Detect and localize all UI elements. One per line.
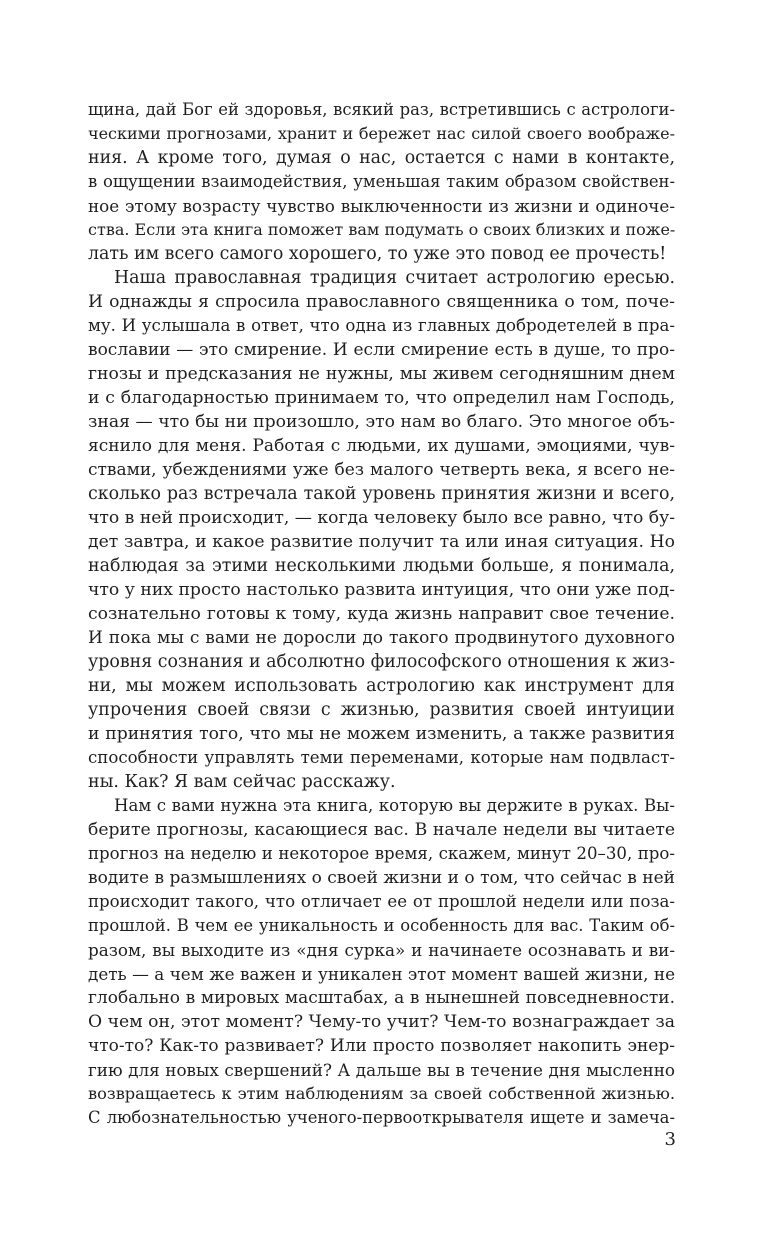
text-line: что в ней происходит, — когда человеку было все равно, что бу-	[88, 508, 676, 528]
paragraph-1	[88, 98, 675, 266]
text-line: разом, вы выходите из «дня сурка» и начинаете осознавать и ви-	[88, 940, 675, 960]
paragraph-2	[88, 266, 675, 794]
text-line: О чем он, этот момент? Чему-то учит? Чем-то вознаграждает за	[88, 1012, 675, 1032]
text-line: и с благодарностью принимаем то, что определил нам Господь,	[88, 388, 675, 408]
paragraph-3	[88, 794, 675, 1130]
text-line: И пока мы с вами не доросли до такого продвинутого духовного	[88, 628, 675, 648]
text-line: ческими прогнозами, хранит и бережет нас силой своего воображе-	[88, 124, 675, 143]
text-line: упрочения своей связи с жизнью, развития своей интуиции	[88, 700, 675, 720]
text-line: происходит такого, что отличает ее от прошлой недели или поза-	[88, 892, 675, 911]
text-line: прогноз на неделю и некоторое время, скажем, минут 20–30, про-	[88, 844, 675, 863]
text-line: ни, мы можем использовать астрологию как инструмент для	[88, 676, 675, 696]
text-line: му. И услышала в ответ, что одна из главных добродетелей в пра-	[88, 316, 675, 335]
text-line: ное этому возрасту чувство выключенности из жизни и одиноче-	[88, 196, 675, 216]
text-line: дет завтра, и какое развитие получит та или иная ситуация. Но	[88, 532, 675, 552]
text-line: водите в размышлениях о своей жизни и о том, что сейчас в ней	[88, 868, 675, 888]
text-line: что у них просто настолько развита интуиция, что они уже под-	[88, 580, 675, 600]
text-line: сколько раз встречала такой уровень принятия жизни и всего,	[88, 484, 675, 504]
text-line: гнозы и предсказания не нужны, мы живем сегодняшним днем	[88, 364, 675, 384]
text-line: ны. Как? Я вам сейчас расскажу.	[88, 772, 396, 792]
text-line: С любознательностью ученого-первооткрывателя ищете и замеча-	[88, 1108, 675, 1127]
text-line: что-то? Как-то развивает? Или просто позволяет накопить энер-	[88, 1036, 675, 1056]
text-line: и принятия того, что мы не можем изменить, а также развития	[88, 724, 675, 744]
text-line: глобально в мировых масштабах, а в нынешней повседневности.	[88, 988, 675, 1008]
text-line: берите прогнозы, касающиеся вас. В начале недели вы читаете	[88, 820, 675, 840]
page-text	[88, 98, 675, 1130]
text-line: Наша православная традиция считает астрологию ересью.	[114, 268, 675, 288]
text-line: способности управлять теми переменами, которые нам подвласт-	[88, 748, 675, 767]
text-line: в ощущении взаимодействия, уменьшая таким образом свойствен-	[88, 172, 675, 191]
text-line: наблюдая за этими несколькими людьми больше, я понимала,	[88, 556, 675, 576]
text-line: сознательно готовы к тому, куда жизнь направит свое течение.	[88, 604, 675, 624]
text-line: яснило для меня. Работая с людьми, их душами, эмоциями, чув-	[88, 436, 675, 456]
text-line: лать им всего самого хорошего, то уже это повод ее прочесть!	[88, 244, 667, 264]
text-line: И однажды я спросила православного священника о том, почe-	[88, 292, 675, 312]
text-line: деть — а чем же важен и уникален этот момент вашей жизни, не	[88, 964, 675, 984]
text-line: возвращаетесь к этим наблюдениям за своей собственной жизнью.	[88, 1084, 675, 1103]
text-line: ния. А кроме того, думая о нас, остается с нами в контакте,	[88, 148, 675, 168]
text-line: ствами, убеждениями уже без малого четверть века, я всего не-	[88, 460, 675, 480]
text-line: Нам с вами нужна эта книга, которую вы держите в руках. Вы-	[114, 796, 675, 815]
text-line: вославии — это смирение. И если смирение есть в душе, то про-	[88, 340, 675, 360]
text-line: ства. Если эта книга поможет вам подумать о своих близких и поже-	[88, 220, 676, 239]
text-line: прошлой. В чем ее уникальность и особенность для вас. Таким об-	[88, 916, 675, 935]
text-line: уровня сознания и абсолютно философского отношения к жиз-	[88, 652, 675, 672]
text-line: зная — что бы ни произошло, это нам во благо. Это многое объ-	[88, 412, 675, 432]
page-number: 3	[664, 1129, 676, 1150]
text-line: гию для новых свершений? А дальше вы в течение дня мысленно	[88, 1060, 675, 1080]
text-line: щина, дай Бог ей здоровья, всякий раз, встретившись с астрологи-	[88, 100, 675, 119]
